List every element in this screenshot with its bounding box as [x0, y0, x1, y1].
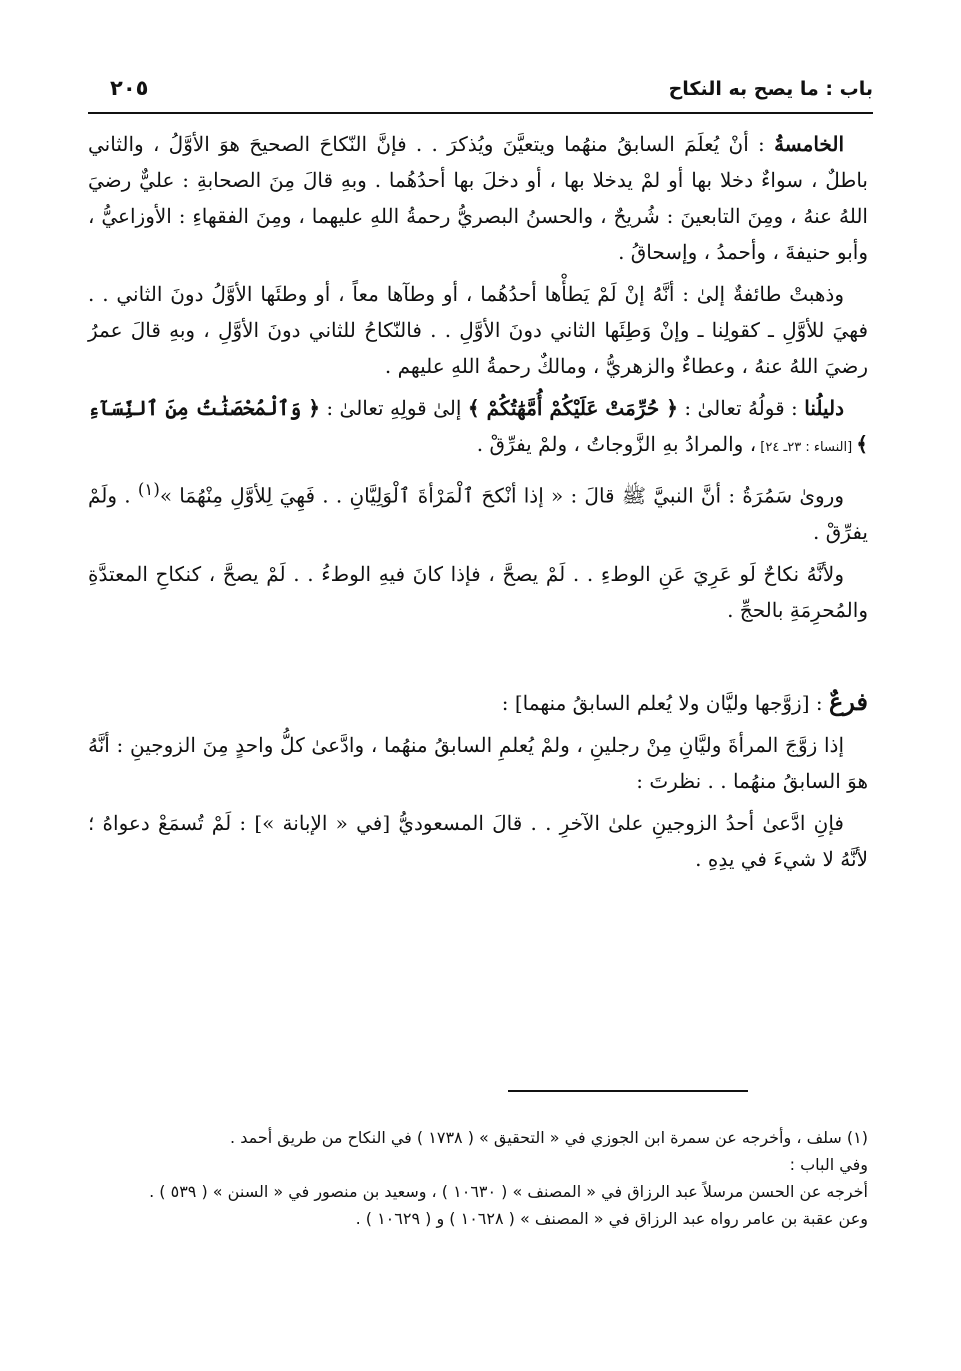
branch-title: : [زوَّجها وليَّان ولا يُعلم السابقُ منهما] :: [501, 690, 829, 715]
hadith-text: وروىٰ سَمُرَةُ : أنَّ النبيَّ ﷺ قالَ : « إذا أنْكحَ ٱلْمَرْأةَ ٱلْوَلِيَّانِ . . فَهِيَ لِلأوَّلِ مِنْهُمَا »: [159, 483, 844, 508]
evidence-lead: : قولُهُ تعالىٰ :: [677, 396, 805, 420]
quran-verse-2: ﴿ وَٱلْمُحْصَنَٰتُ مِنَ ٱلنِّسَآءِ ﴾: [88, 396, 868, 456]
branch-heading: [88, 684, 868, 721]
paragraph-opinion: وذهبتْ طائفةٌ إلىٰ : أنَّهُ إنْ لَمْ يَطأْها أحدُهُما ، أو وطآها معاً ، أو وطئَها الأوَّلُ دونَ الثاني . . فهيَ للأوَّلِ ـ كقولِنا ـ وإنْ وَطِئَها الثاني دونَ الأوَّلِ . . فالنّكاحُ للثاني دونَ الأوَّلِ ، وبهِ قالَ عمرُ رضيَ اللهُ عنهُ ، وعطاءٌ والزهريُّ ، ومالكٌ رحمةُ اللهِ عليهم .: [88, 282, 868, 378]
footnote-marker: (١): [137, 480, 160, 499]
keyword-fifth: الخامسةُ: [774, 132, 844, 156]
paragraph-evidence: [88, 390, 868, 466]
paragraph-text: : أنْ يُعلَمَ السابقُ منهُما ويتعيَّنَ ويُذكرَ . . فإنَّ النّكاحَ الصحيحَ هوَ الأوَّلُ ، والثاني باطلٌ ، سواءٌ دخلا بها أو لمْ يدخلا بها ، أو دخلَ بها أحدُهُما . وبهِ قالَ مِنَ الصحابةِ : عليٌّ رضيَ اللهُ عنهُ ، ومِنَ التابعينَ : شُريحٌ ، والحسنُ البصريُّ رحمةُ اللهِ عليهما ، ومِنَ الفقهاءِ : الأوزاعيُّ ، وأبو حنيفةَ ، وأحمدُ ، وإسحاقُ .: [88, 132, 868, 264]
footnotes: [88, 1124, 868, 1232]
main-text: [88, 126, 868, 883]
footnote-line: وفي الباب :: [789, 1155, 868, 1174]
section-gap: [88, 634, 868, 684]
footnote-divider: [508, 1090, 748, 1092]
paragraph-two-guardians: إذا زوَّجَ المرأةَ وليَّانِ مِنْ رجلينِ ، ولمْ يُعلمِ السابقُ منهُما ، وادَّعىٰ كلُّ واحدٍ مِنَ الزوجينِ : أنَّهُ هوَ السابقُ منهُما . . نظرتَ :: [88, 732, 868, 793]
hadith-tail: . ولَمْ يفرِّقْ .: [88, 483, 868, 544]
running-header: [88, 72, 873, 114]
branch-keyword: فرعٌ: [828, 686, 868, 716]
paragraph-fifth: [88, 126, 868, 270]
verse-reference: [النساء : ٢٣ـ ٢٤]: [756, 440, 857, 455]
keyword-evidence: دليلُنا: [804, 396, 845, 420]
evidence-tail: ، والمرادُ بهِ الزَّوجاتُ ، ولمْ يفرِّقْ .: [476, 432, 757, 456]
paragraph-hadith: [88, 472, 868, 550]
footnote-line: أخرجه عن الحسن مرسلاً عبد الرزاق في « المصنف » ( ١٠٦٣٠ ) ، وسعيد بن منصور في « السنن » ( ٥٣٩ ) .: [149, 1182, 868, 1201]
footnote-line: وعن عقبة بن عامر رواه عبد الرزاق في « المصنف » ( ١٠٦٢٨ ) و ( ١٠٦٢٩ ) .: [355, 1209, 868, 1228]
quran-verse-1: ﴿ حُرِّمَتْ عَلَيْكُمْ أُمَّهَٰتُكُمْ ﴾: [467, 396, 678, 420]
paragraph-reasoning: ولأنَّهُ نكاحٌ لَو عَرِيَ عَنِ الوطءِ . . لَمْ يصحَّ ، فإذا كانَ فيهِ الوطءُ . . لَمْ يصحَّ ، كنكاحِ المعتدَّةِ والمُحرِمَةِ بالحجِّ .: [88, 561, 868, 622]
paragraph-claim: فإنِ ادَّعىٰ أحدُ الزوجينِ علىٰ الآخرِ . . قالَ المسعوديُّ [في « الإبانة »] : لَمْ تُسمَعْ دعواهُ ؛ لأنَّهُ لا شيءَ في يدِهِ .: [88, 810, 868, 871]
footnote-line: (١) سلف ، وأخرجه عن سمرة ابن الجوزي في « التحقيق » ( ١٧٣٨ ) في النكاح من طريق أحمد .: [230, 1128, 868, 1147]
page-number: ٢٠٥: [110, 76, 149, 100]
chapter-title: باب : ما يصح به النكاح: [668, 78, 873, 100]
evidence-mid: إلىٰ قولِهِ تعالىٰ :: [319, 396, 468, 420]
